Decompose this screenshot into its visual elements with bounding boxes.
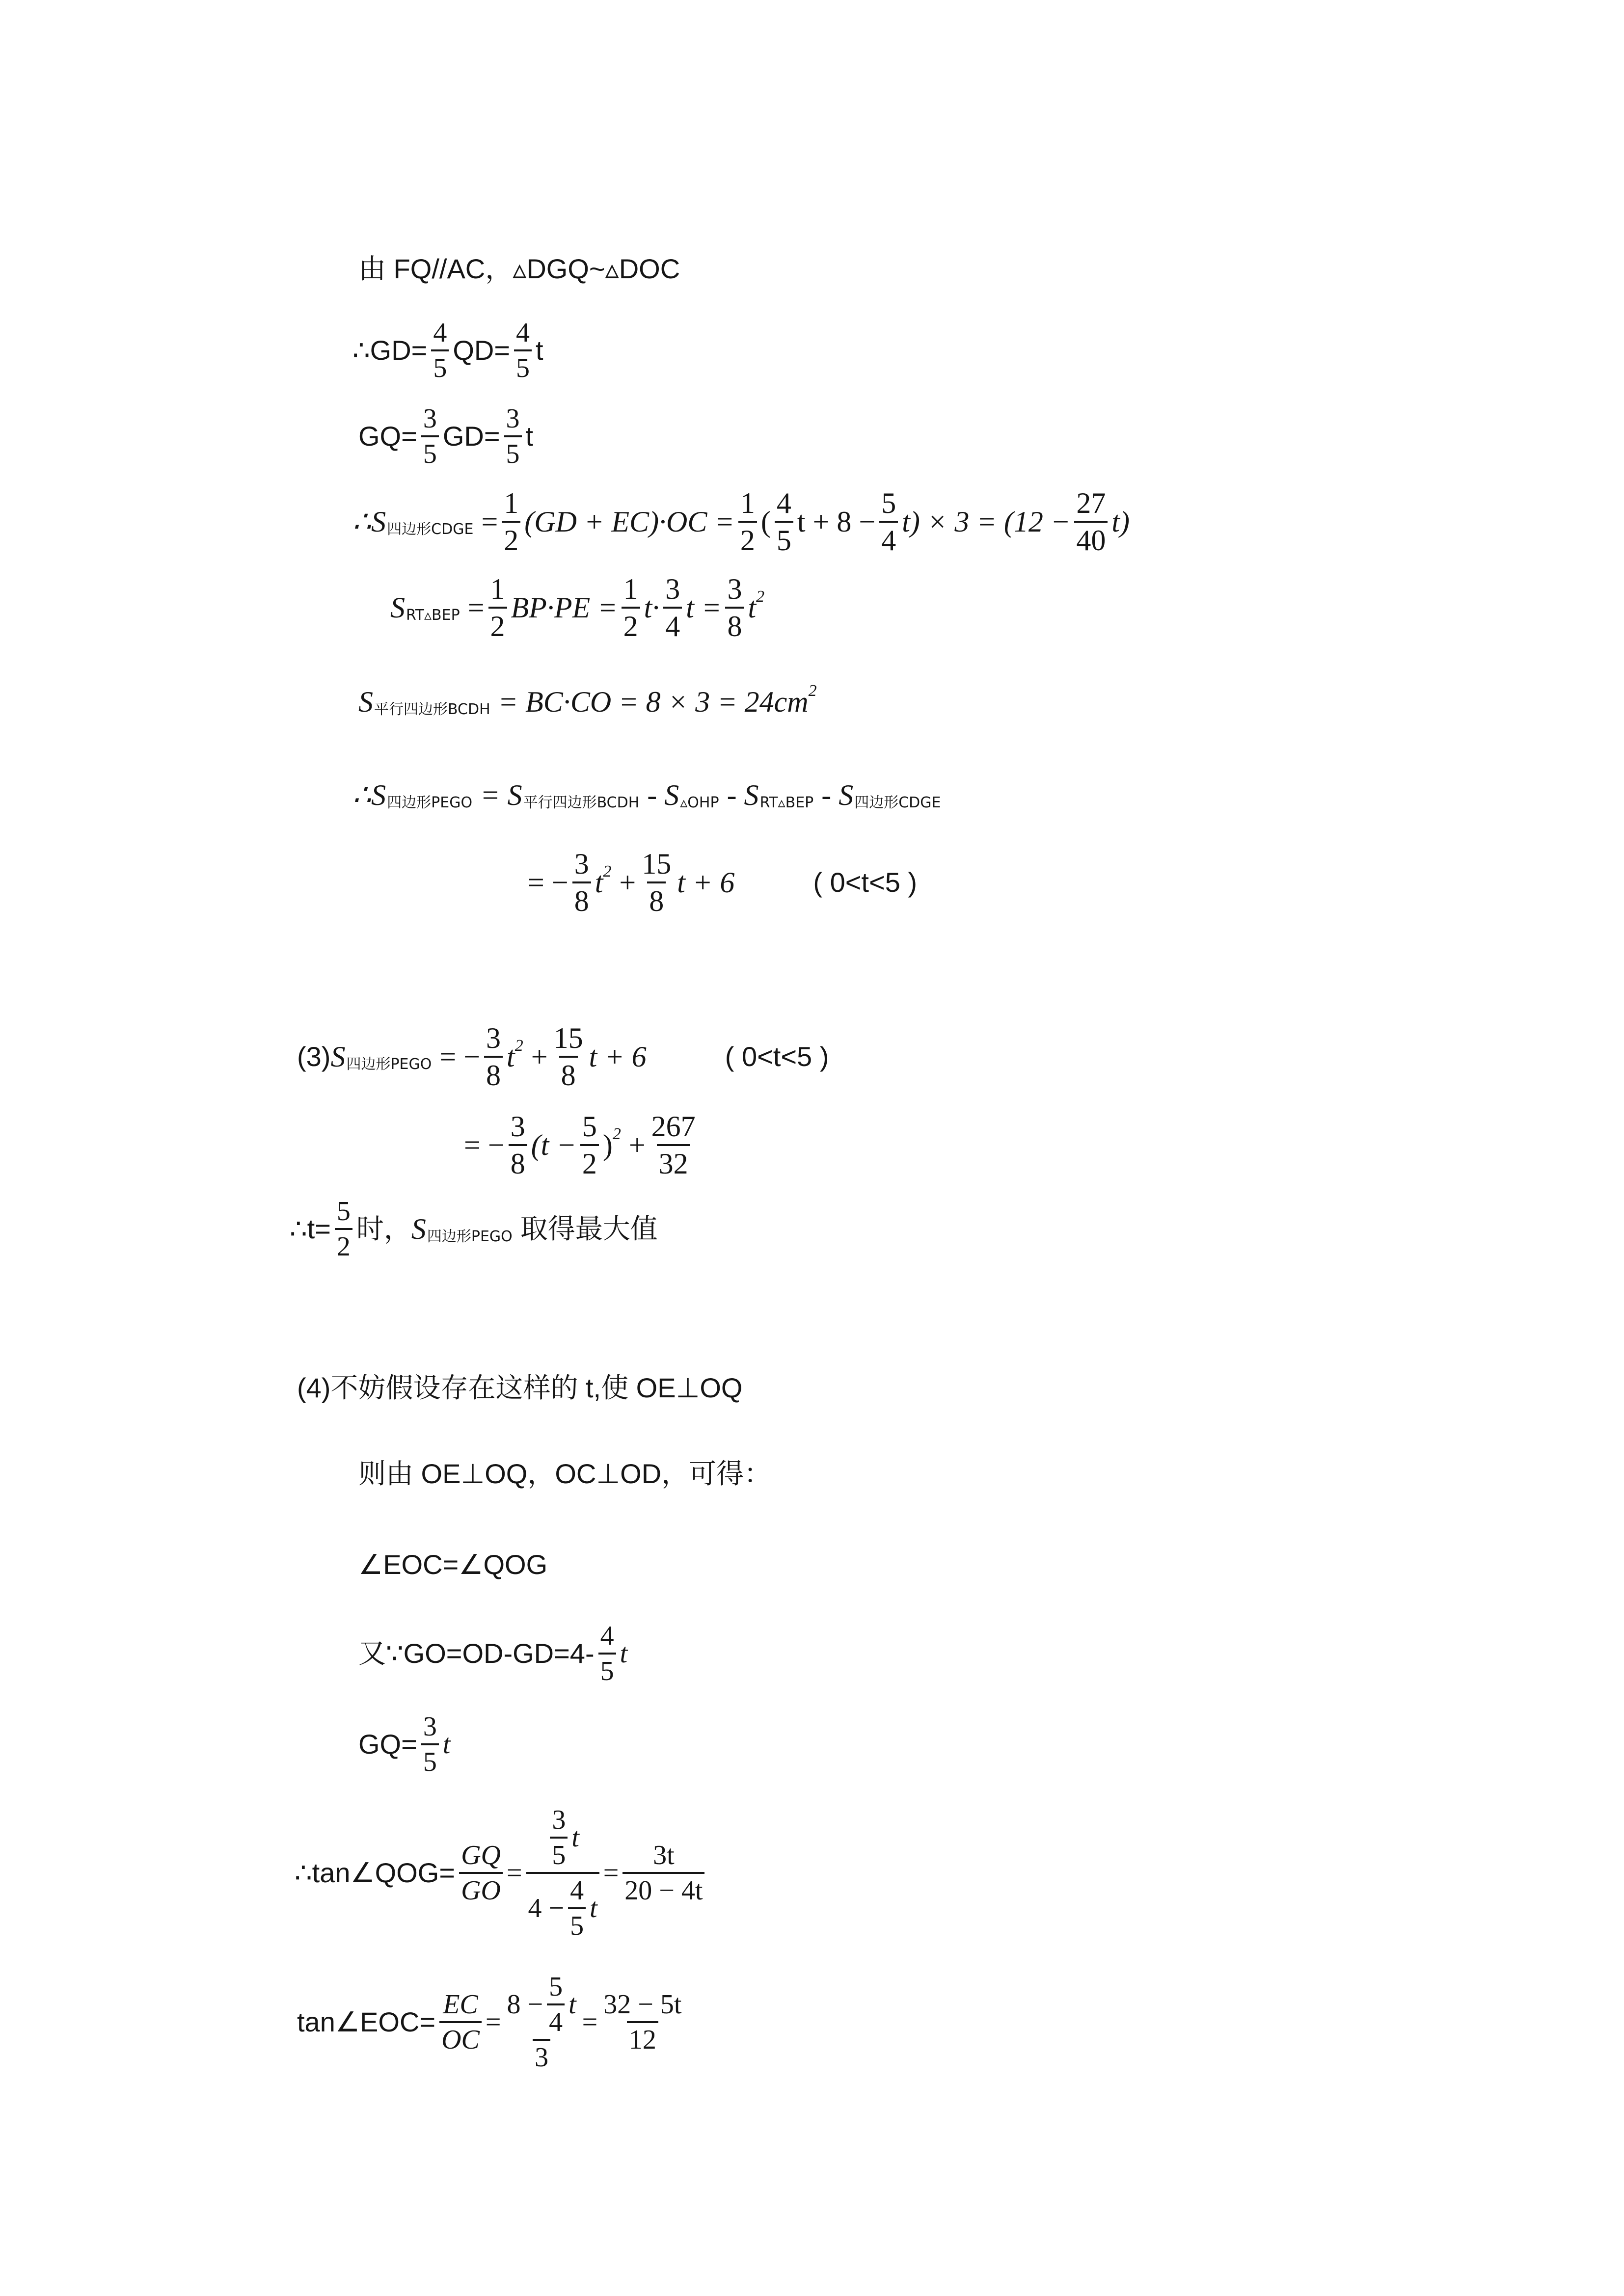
text-similar-triangles: 由 FQ//AC，▵DGQ~▵DOC [358,253,680,284]
fraction: $\frac{4}{5}$ [514,319,532,382]
line-go: 又∵GO=OD-GD=4- $\frac{4}{5}$ t [358,1621,628,1686]
line-area-pego-result: = − $\frac{3}{8}$ t 2 + $\frac{15}{8}$ t + 6 ( 0<t<5 ) [528,848,918,917]
fraction: $\frac{3}{5}$ [421,405,439,468]
compound-fraction: 8 − $\frac{5}{4}$ t 3 [507,1972,576,2073]
line-part4-assumption [297,1374,742,1402]
line-part3-area: (3) S 四边形PEGO = − $\frac{3}{8}$ t 2 + $\frac{15}{8}$ t + 6 ( 0<t<5 ) [297,1022,829,1092]
line-maximum: ∴t= $\frac{5}{2}$ 时， S 四边形PEGO 取得最大值 [290,1196,658,1262]
line-similar-triangles [358,255,680,283]
fraction: $\frac{3}{5}$ [421,1713,439,1776]
fraction: $\frac{GQ}{GO}$ [459,1842,503,1904]
fraction: $\frac{32 - 5t}{12}$ [603,1989,682,2055]
line-vertex-form: = − $\frac{3}{8}$ (t − $\frac{5}{2}$ ) 2 + $\frac{267}{32}$ [464,1112,702,1178]
fraction: $\frac{267}{32}$ [651,1110,696,1180]
fraction: $\frac{4}{5}$ [598,1622,616,1685]
fraction: $\frac{1}{2}$ [622,574,640,641]
domain-note: ( 0<t<5 ) [725,1041,829,1072]
line-gq: GQ= $\frac{3}{5}$ t [358,1711,451,1777]
line-gq-gd: GQ= $\frac{3}{5}$ GD= $\frac{3}{5}$ t [358,403,534,469]
line-area-bep: S RT▵BEP = $\frac{1}{2}$ BP·PE = $\frac{1}{2}$ t· $\frac{3}{4}$ t = $\frac{3}{8}$ t 2 [390,573,765,642]
fraction: $\frac{1}{2}$ [502,488,520,555]
fraction: $\frac{3}{4}$ [663,574,682,641]
line-area-cdge: ∴S 四边形CDGE = $\frac{1}{2}$ (GD + EC)·OC = $\frac{1}{2}$ ( $\frac{4}{5}$ t + 8 − $\frac{5}{4}$ t) × 3 = (12 − $\frac{27}{40}$ t) [352,487,1130,557]
line-area-parallelogram: S 平行四边形BCDH = BC·CO = 8 × 3 = 24cm 2 [358,682,817,718]
line-tan-qog: ∴tan∠QOG= $\frac{GQ}{GO}$ = $\frac{3}{5}$ t 4 − $\frac{4}{5}$ t = $\frac{3t}{20 - 4t}$ [295,1806,708,1940]
line-equal-angles: ∠EOC=∠QOG [358,1549,548,1580]
fraction: $\frac{15}{8}$ [553,1022,583,1092]
fraction: $\frac{15}{8}$ [642,848,672,917]
fraction: $\frac{5}{2}$ [580,1112,599,1178]
domain-note: ( 0<t<5 ) [813,867,918,898]
part-3-label: (3) [297,1041,331,1072]
fraction: $\frac{3t}{20 - 4t}$ [623,1842,704,1904]
fraction: $\frac{1}{2}$ [738,488,757,555]
line-perpendicular: 则由 OE⊥OQ，OC⊥OD，可得： [358,1458,772,1489]
fraction: $\frac{3}{5}$ [504,405,522,468]
fraction: $\frac{EC}{OC}$ [439,1991,482,2054]
fraction: $\frac{4}{5}$ [775,488,793,555]
compound-fraction: $\frac{3}{5}$ t 4 − $\frac{4}{5}$ t [526,1806,599,1940]
line-area-pego-decomposition: ∴S 四边形PEGO = S 平行四边形BCDH - S ▵OHP - S RT▵BEP - S 四边形CDGE [352,779,941,811]
fraction: $\frac{3}{8}$ [509,1112,527,1178]
fraction: $\frac{5}{2}$ [335,1198,352,1260]
fraction: $\frac{3}{8}$ [484,1023,503,1090]
fraction: $\frac{3}{8}$ [725,574,744,641]
part-4-label: (4)不妨假设存在这样的 t,使 OE⊥OQ [297,1372,743,1403]
line-tan-eoc: tan∠EOC= $\frac{EC}{OC}$ = 8 − $\frac{5}{4}$ t 3 = $\frac{32 - 5t}{12}$ [297,1973,687,2071]
fraction: $\frac{27}{40}$ [1074,488,1108,555]
fraction: $\frac{4}{5}$ [431,319,449,382]
fraction: $\frac{1}{2}$ [488,574,507,641]
fraction: $\frac{5}{4}$ [879,488,898,555]
fraction: $\frac{3}{8}$ [572,849,591,916]
line-gd-qd: ∴GD= $\frac{4}{5}$ QD= $\frac{4}{5}$ t [352,318,543,383]
